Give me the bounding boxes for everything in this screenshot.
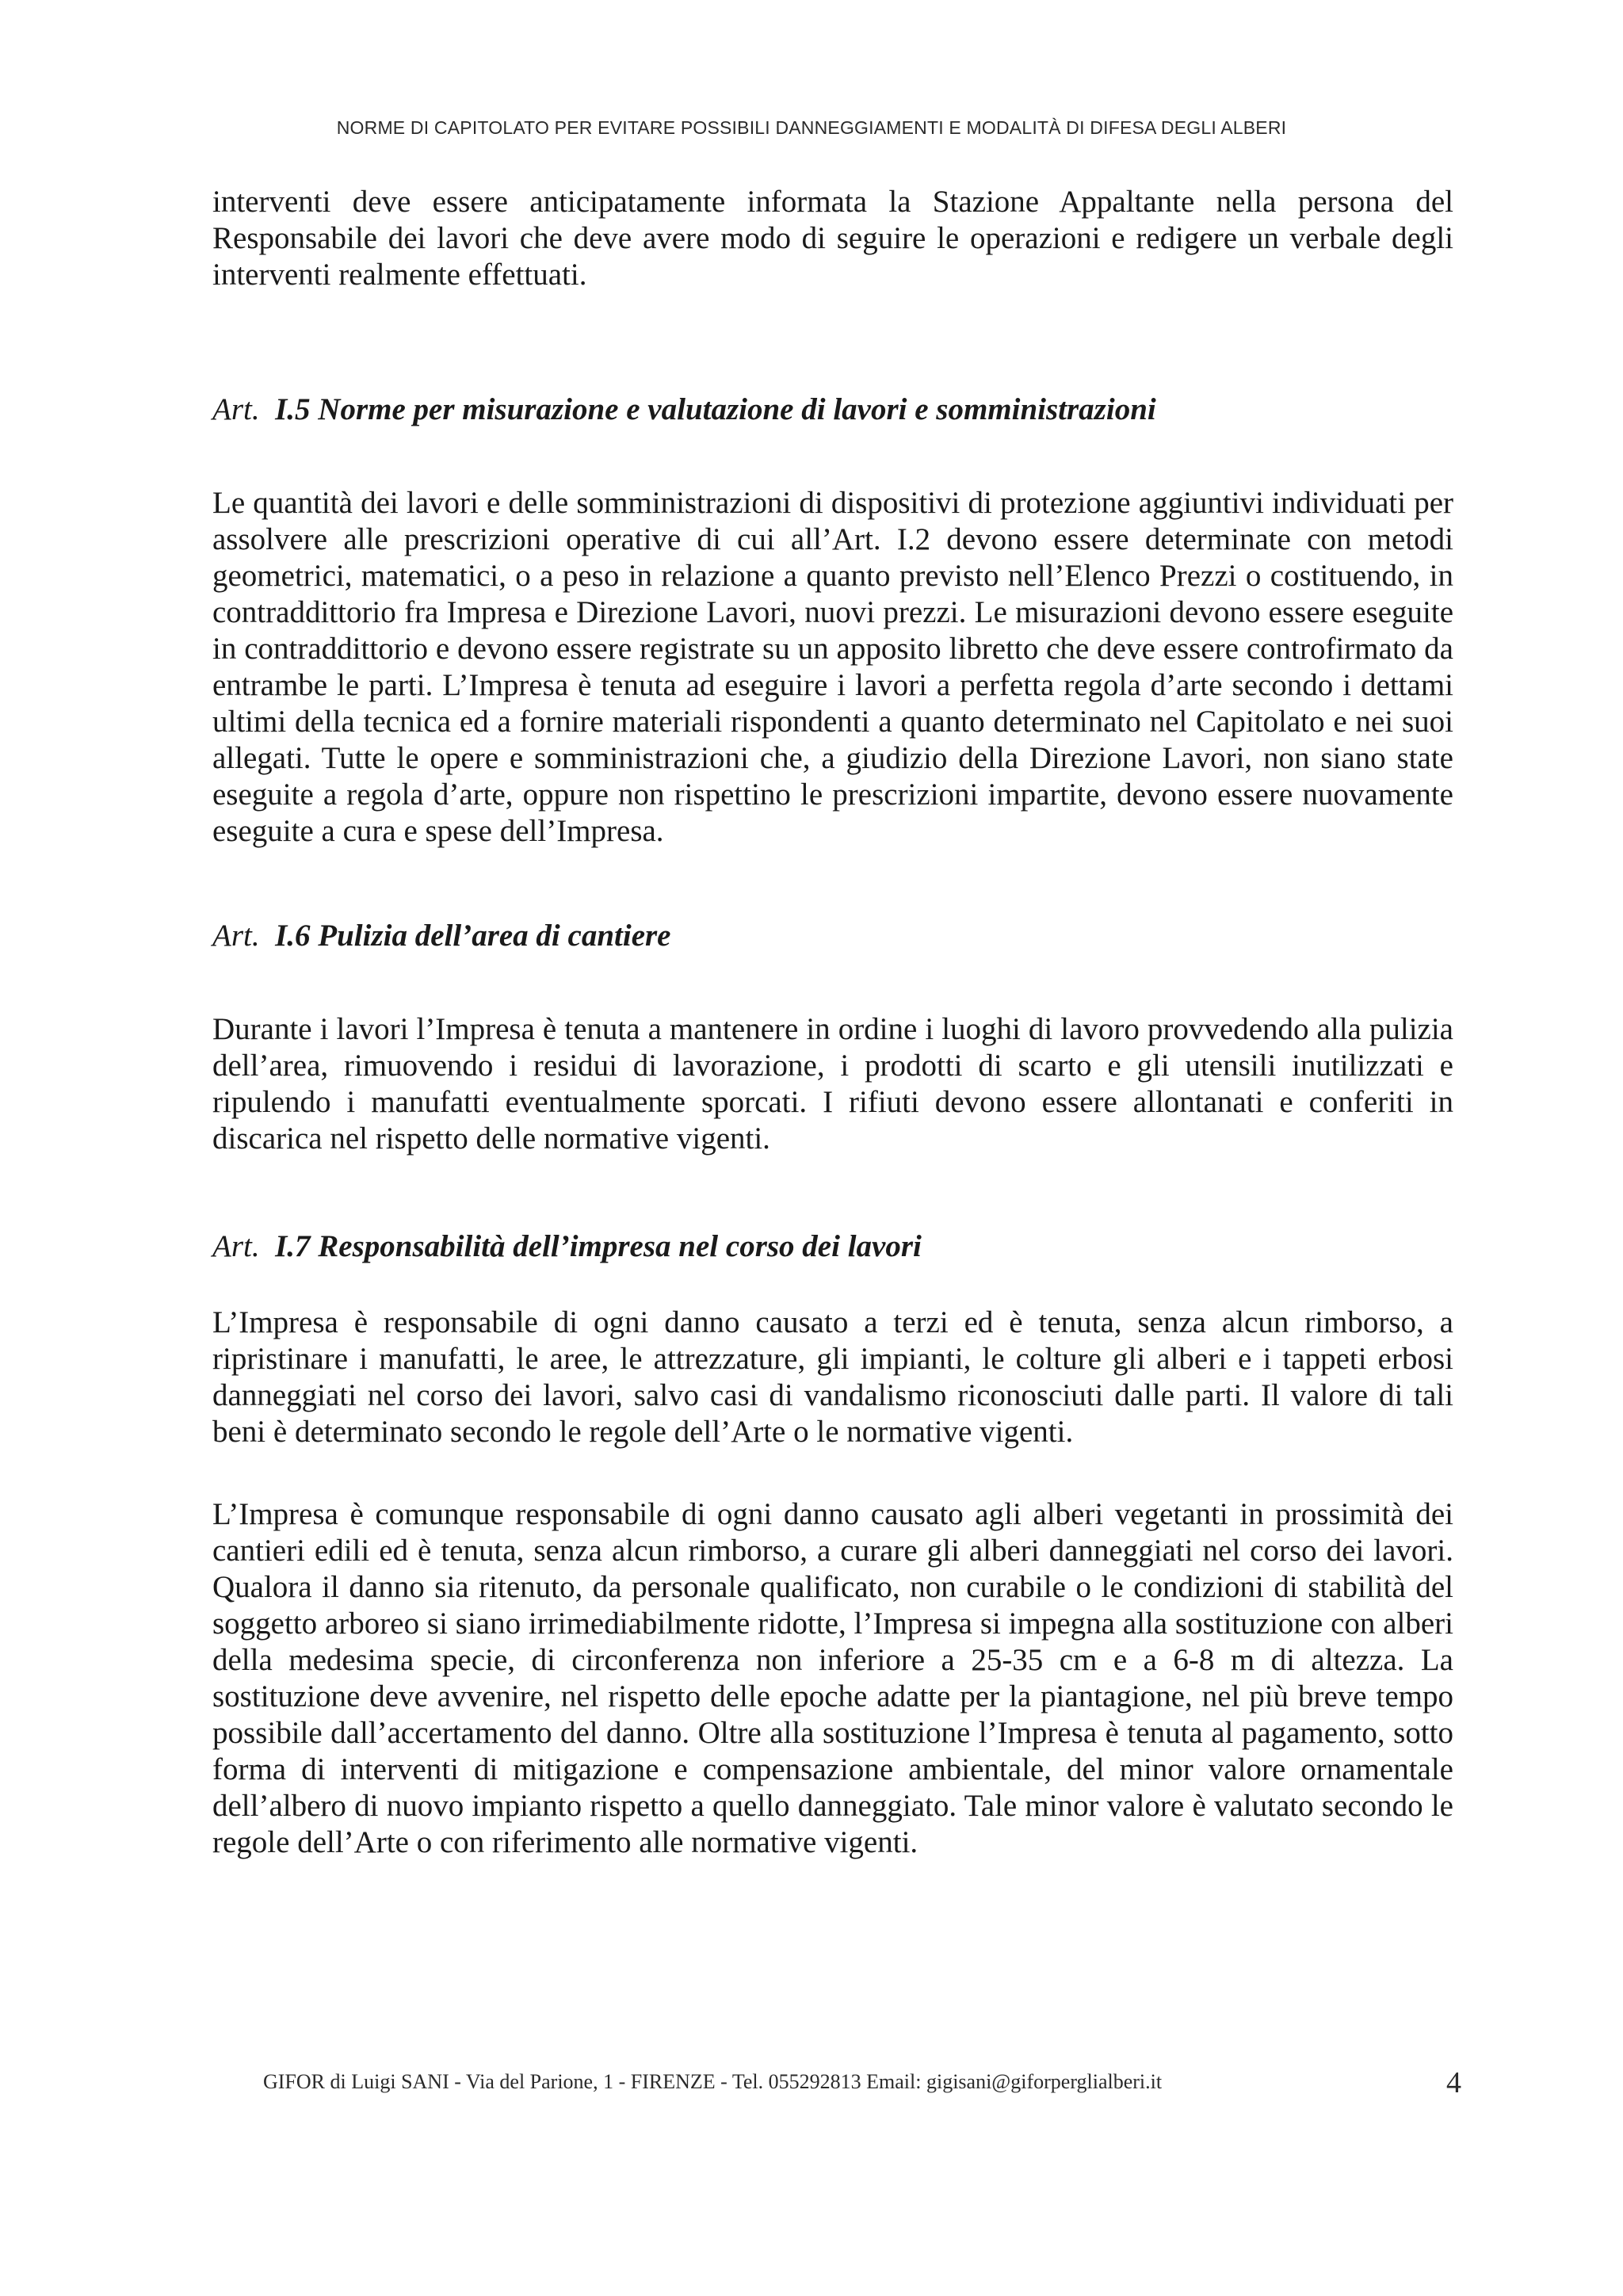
art-number: I.5 — [275, 392, 311, 426]
intro-paragraph: interventi deve essere anticipatamente informata la Stazione Appaltante nella persona del Responsabile dei lavori che deve avere modo di seguire le operazioni e redigere un verbale degli interventi realmente effettuati. — [212, 185, 1453, 292]
section-title: Norme per misurazione e valutazione di lavori e somministrazioni — [318, 392, 1156, 426]
art-number: I.6 — [275, 919, 311, 953]
section-paragraph: L’Impresa è comunque responsabile di ogni danno causato agli alberi vegetanti in prossimità dei cantieri edili ed è tenuta, senza alcun rimborso, a curare gli alberi danneggiati nel corso dei lavori. Qualora il danno sia ritenuto, da personale qualificato, non curabile o le condizioni di stabilità del soggetto arboreo si siano irrimediabilmente ridotte, l’Impresa si impegna alla sostituzione con alberi della medesima specie, di circonferenza non inferiore a 25-35 cm e a 6-8 m di altezza. La sostituzione deve avvenire, nel rispetto delle epoche adatte per la piantagione, nel più breve tempo possibile dall’accertamento del danno. Oltre alla sostituzione l’Impresa è tenuta al pagamento, sotto forma di interventi di mitigazione e compensazione ambientale, del minor valore ornamentale dell’albero di nuovo impianto rispetto a quello danneggiato. Tale minor valore è valutato secondo le regole dell’Arte o con riferimento alle normative vigenti. — [212, 1497, 1453, 1859]
section-paragraph: Durante i lavori l’Impresa è tenuta a mantenere in ordine i luoghi di lavoro provvedendo alla pulizia dell’area, rimuovendo i residui di lavorazione, i prodotti di scarto e gli utensili inutilizzati e ripulendo i manufatti eventualmente sporcati. I rifiuti devono essere allontanati e conferiti in discarica nel rispetto delle normative vigenti. — [212, 1012, 1453, 1156]
section-paragraph: Le quantità dei lavori e delle somministrazioni di dispositivi di protezione aggiuntivi individuati per assolvere alle prescrizioni operative di cui all’Art. I.2 devono essere determinate con metodi geometrici, matematici, o a peso in relazione a quanto previsto nell’Elenco Prezzi o costituendo, in contraddittorio fra Impresa e Direzione Lavori, nuovi prezzi. Le misurazioni devono essere eseguite in contraddittorio e devono essere registrate su un apposito libretto che deve essere controfirmato da entrambe le parti. L’Impresa è tenuta ad eseguire i lavori a perfetta regola d’arte secondo i dettami ultimi della tecnica ed a fornire materiali rispondenti a quanto determinato nel Capitolato e nei suoi allegati. Tutte le opere e somministrazioni che, a giudizio della Direzione Lavori, non siano state eseguite a regola d’arte, oppure non rispettino le prescrizioni impartite, devono essere nuovamente eseguite a cura e spese dell’Impresa. — [212, 486, 1453, 848]
section-art-i7 — [212, 1228, 1453, 1861]
page-body — [212, 184, 1453, 1861]
art-number: I.7 — [275, 1229, 311, 1263]
art-label: Art. — [212, 1229, 260, 1263]
section-heading — [212, 918, 1453, 954]
section-heading — [212, 392, 1453, 428]
section-title: Pulizia dell’area di cantiere — [318, 919, 671, 953]
footer-contact: GIFOR di Luigi SANI - Via del Parione, 1 - FIRENZE - Tel. 055292813 Email: gigisani@giforperglialberi.it — [263, 2070, 1163, 2093]
section-paragraph: L’Impresa è responsabile di ogni danno causato a terzi ed è tenuta, senza alcun rimborso, a ripristinare i manufatti, le aree, le attrezzature, gli impianti, le colture gli alberi e i tappeti erbosi danneggiati nel corso dei lavori, salvo casi di vandalismo riconosciuti dalle parti. Il valore di tali beni è determinato secondo le regole dell’Arte o le normative vigenti. — [212, 1305, 1453, 1449]
art-label: Art. — [212, 919, 260, 953]
section-title: Responsabilità dell’impresa nel corso dei lavori — [318, 1229, 922, 1263]
art-label: Art. — [212, 392, 260, 426]
page-number: 4 — [1446, 2066, 1461, 2099]
running-header: NORME DI CAPITOLATO PER EVITARE POSSIBILI DANNEGGIAMENTI E MODALITÀ DI DIFESA DEGLI ALBERI — [336, 117, 1287, 138]
section-heading — [212, 1228, 1453, 1265]
section-art-i5 — [212, 392, 1453, 850]
section-art-i6 — [212, 918, 1453, 1157]
